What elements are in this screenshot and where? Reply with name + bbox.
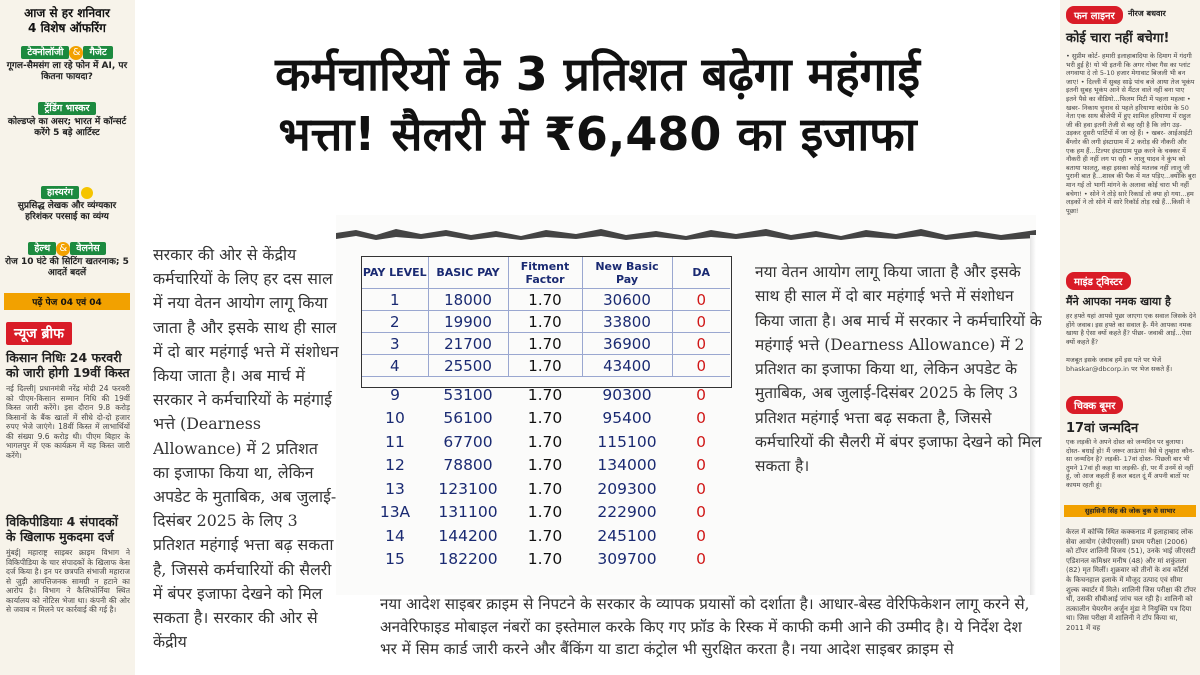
mind-twister-cta: मजबूत इसके जवाब हमें इस पते पर भेजें bhaskar@dbcorp.in पर भेज सकते हैं।	[1066, 356, 1173, 373]
header-pay-level: PAY LEVEL	[362, 257, 428, 289]
cell-pay-level: 11	[385, 432, 405, 451]
table-row	[362, 377, 730, 407]
news-headline-1: किसान निधिः 24 फरवरी को जारी होगी 19वीं किस्त	[6, 350, 130, 380]
pay-table	[362, 257, 730, 571]
cell-fitment-factor: 1.70	[527, 432, 563, 451]
cell-pay-level: 15	[385, 550, 405, 569]
table-row	[362, 333, 730, 355]
cell-da: 0	[696, 456, 706, 475]
cell-pay-level: 3	[362, 333, 428, 355]
table-row	[362, 289, 730, 311]
cell-basic-pay: 144200	[438, 526, 498, 545]
cell-pay-level: 9	[390, 385, 400, 404]
right-newspaper-strip	[1060, 0, 1200, 675]
cell-da: 0	[696, 550, 706, 569]
cell-fitment-factor: 1.70	[508, 311, 582, 333]
article-column-right: नया वेतन आयोग लागू किया जाता है और इसके साथ ही साल में दो बार महंगाई भत्ते में संशोधन किया जाता है। अब मार्च में सरकार ने कर्मचारियों के महंगाई भत्ते (Dearness Allowance) में 2 प्रतिशत का इजाफा किया था, लेकिन अपडेट के मुताबिक, अब जुलाई-दिसंबर 2025 के लिए 3 प्रतिशत महंगाई भत्ता बढ़ सकता है, जिससे कर्मचारियों की सैलरी में बंपर इजाफा देखने को मिल सकता है।	[755, 263, 1042, 476]
cell-fitment-factor: 1.70	[527, 456, 563, 475]
table-row	[362, 311, 730, 333]
news-brief-label: न्यूज ब्रीफ	[6, 322, 72, 345]
table-header-row	[362, 257, 730, 289]
cell-fitment-factor: 1.70	[527, 409, 563, 428]
headline-line-2: भत्ता! सैलरी में ₹6,480 का इजाफा	[278, 107, 917, 161]
table-row	[362, 501, 730, 525]
header-fitment-factor: Fitment Factor	[508, 257, 582, 289]
wellness-tag: वेलनेस	[70, 242, 105, 255]
cell-da: 0	[672, 333, 730, 355]
cell-new-basic-pay: 222900	[597, 503, 657, 522]
cell-da: 0	[696, 385, 706, 404]
article-column-bottom: नया आदेश साइबर क्राइम से निपटने के सरकार के व्यापक प्रयासों को दर्शाता है। आधार-बेस्ड वेरिफिकेशन लागू करने से, अनवेरिफाइड मोबाइल नंबरों का इस्तेमाल करके किए गए फ्रॉड के रिस्क में काफी कमी आने की उम्मीद है। ये निर्देश देश भर में सिम कार्ड जारी करने और बैंकिंग या डाटा कंट्रोल भी सुरक्षित करता है। नया आदेश साइबर क्राइम से	[380, 595, 1030, 658]
table-row	[362, 524, 730, 548]
headline	[135, 44, 1060, 164]
cell-new-basic-pay: 95400	[602, 409, 652, 428]
cell-new-basic-pay: 90300	[602, 385, 652, 404]
cell-pay-level: 13	[385, 479, 405, 498]
humor-tag: हास्यरंग	[41, 186, 79, 199]
table-row	[362, 407, 730, 431]
cell-fitment-factor: 1.70	[527, 550, 563, 569]
smiley-icon	[81, 187, 93, 199]
cell-basic-pay: 131100	[438, 503, 498, 522]
news-headline-2: विकिपीडियाः 4 संपादकों के खिलाफ मुकदमा दर्ज	[6, 514, 118, 544]
article-column-left: सरकार की ओर से केंद्रीय कर्मचारियों के लिए हर दस साल में नया वेतन आयोग लागू किया जाता है और इसके साथ ही साल में दो बार महंगाई भत्ते में संशोधन किया जाता है। अब मार्च में सरकार ने कर्मचारियों के महंगाई भत्ते (Dearness Allowance) में 2 प्रतिशत का इजाफा किया था, लेकिन अपडेट के मुताबिक, अब जुलाई-दिसंबर 2025 के लिए 3 प्रतिशत महंगाई भत्ता बढ़ सकता है, जिससे कर्मचारियों की सैलरी में बंपर इजाफा देखने को मिल सकता है। सरकार की ओर से केंद्रीय	[153, 245, 339, 652]
cell-basic-pay: 21700	[428, 333, 508, 355]
cell-da: 0	[672, 355, 730, 377]
trending-tag: ट्रेंडिंग भास्कर	[38, 102, 95, 115]
tech-text: गूगल-सैमसंग ला रहे फोन में AI, पर कितना फायदा?	[6, 61, 128, 82]
ampersand-icon: &	[69, 46, 83, 60]
cell-basic-pay: 67700	[443, 432, 493, 451]
headline-line-1: कर्मचारियों के 3 प्रतिशत बढ़ेगा महंगाई	[275, 47, 920, 101]
cell-da: 0	[672, 311, 730, 333]
fun-line-tag: फन लाइनर	[1066, 6, 1123, 24]
header-new-basic-pay: New Basic Pay	[582, 257, 672, 289]
promo-box	[4, 6, 130, 36]
cell-fitment-factor: 1.70	[527, 479, 563, 498]
chick-credit: सुहासिनी सिंह की जोक बुक से साभार	[1064, 505, 1196, 517]
cell-da: 0	[696, 432, 706, 451]
cell-basic-pay: 56100	[443, 409, 493, 428]
promo-section-trending	[4, 100, 130, 139]
cell-new-basic-pay: 245100	[597, 526, 657, 545]
humor-text: सुप्रसिद्ध लेखक और व्यंग्यकार हरिशंकर परसाई का व्यंग्य	[17, 201, 117, 222]
chick-boomer-title: 17वां जन्मदिन	[1066, 421, 1139, 436]
cell-basic-pay: 25500	[428, 355, 508, 377]
cell-fitment-factor: 1.70	[527, 503, 563, 522]
read-more-banner: पढ़ें पेज 04 एवं 04	[4, 293, 130, 310]
pay-matrix-table	[362, 257, 730, 571]
table-row	[362, 548, 730, 572]
mind-twister-text: हर हफ्ते यहां आपसे पूछा जाएगा एक सवाल जिसके देने होंगे जवाब। इस हफ्ते का सवाल है- मैंने आपका नमक खाया है ऐसा क्यों कहते हैं? पीछा- जवाबी आई...ऐसा क्यों कहते हैं?	[1066, 312, 1196, 346]
cell-fitment-factor: 1.70	[508, 333, 582, 355]
cell-da: 0	[696, 526, 706, 545]
cell-pay-level: 4	[362, 355, 428, 377]
ampersand-icon: &	[56, 242, 70, 256]
health-text: रोज 10 घंटे की सिटिंग खतरनाक; 5 आदतें बदलें	[5, 257, 129, 278]
cell-pay-level: 2	[362, 311, 428, 333]
cell-pay-level: 12	[385, 456, 405, 475]
gadget-tag: गैजेट	[83, 46, 112, 59]
cell-fitment-factor: 1.70	[508, 289, 582, 311]
cell-pay-level: 1	[362, 289, 428, 311]
cell-basic-pay: 53100	[443, 385, 493, 404]
cell-new-basic-pay: 43400	[582, 355, 672, 377]
fun-line-title: कोई चारा नहीं बचेगा!	[1066, 31, 1170, 46]
chick-boomer-text: एक लड़की ने अपने दोस्त को जन्मदिन पर बुलाया। दोस्त- बधाई हो! मैं जरूर आऊंगा! वैसे ये तुम्हारा कौन-सा जन्मदिन है? लड़की- 17वां दोस्त- पिछली बार भी तुमने 17वां ही कहा था लड़की- ही, पर मैं उनमें से नहीं हूं, जो आज कहती हैं कल बदल दूं मैं अपनी बातों पर कायम रहती हूं।	[1066, 438, 1195, 489]
header-da: DA	[672, 257, 730, 289]
cell-pay-level: 14	[385, 526, 405, 545]
promo-section-tech	[4, 44, 130, 83]
table-row	[362, 430, 730, 454]
cell-basic-pay: 78800	[443, 456, 493, 475]
cell-new-basic-pay: 33800	[582, 311, 672, 333]
promo-title: आज से हर शनिवार	[24, 6, 110, 20]
cell-basic-pay: 19900	[428, 311, 508, 333]
trending-text: कोल्डप्ले का असर; भारत में कॉन्सर्ट करेंगे 5 बड़े आर्टिस्ट	[7, 117, 127, 138]
tech-tag: टेक्नोलॉजी	[21, 46, 69, 59]
cell-new-basic-pay: 134000	[597, 456, 657, 475]
cell-new-basic-pay: 36900	[582, 333, 672, 355]
cell-da: 0	[696, 409, 706, 428]
cell-new-basic-pay: 115100	[597, 432, 657, 451]
torn-edge	[336, 225, 1036, 241]
cell-fitment-factor: 1.70	[527, 526, 563, 545]
fun-line-author: नीरज बधवार	[1128, 9, 1166, 18]
promo-section-health	[4, 240, 130, 279]
news-body-2: मुंबई| महाराष्ट्र साइबर क्राइम विभाग ने विकिपीडिया के चार संपादकों के खिलाफ केस दर्ज किया है। इन पर छत्रपति संभाजी महाराज से जुड़ी आपत्तिजनक सामग्री न हटाने का आरोप है। विभाग ने कैलिफोर्निया स्थित कार्यालय को नोटिस भेजा था। कंपनी की ओर से जवाब न मिलने पर कार्रवाई की गई है।	[6, 548, 130, 614]
fun-line-text: • सुप्रीम कोर्ट- हमारी इलाहाबादिया के दिमाग में गंदगी भरी हुई है! यो भी इतनी कि अगर गोबर गैस का प्लांट लगवाया दे तो 5-10 हजार मेगावाट बिजली भी बन जाए! • दिल्ली में सुबह साढ़े पांच बजे आया तेज भूकंप इतनी सुबह भूकंप आने से मैंटल वाले नहीं बना पाए इतने पैसे का वीडियो...फिलम मिटी में पहला महत्वा • खबर- निकाय चुनाव से पहले हरियाणा कांग्रेस के 50 नेता एक साथ बीजेपी में हुए शामिल हरियाणा में राहुल जी की हवा इतनी तेजी से बह रही है कि लोग उड़-उड़कर दूसरी पार्टियों में जा रहे हैं। • खबर- आईआईटी बैंग्लोर की लगी इंस्टाग्राम में 2 करोड़ की नौकरी और एक हम हैं...टिल्पर इंस्टाग्राम पूछ करने के चक्कर में नौकरी ही नहीं लग पा रही • लालू यादव ने कुंभ को बताया फालतू, कहा इसका कोई मतलब नहीं लालू जी पुरानी बात है...शास्त्र की पैक में मत पड़िए...क्योंकि बुरा मान गई तो भागीं मांगने के अलावा कोई चारा भी नहीं बचेगा! • सोने ने तोड़े सारे रिकार्ड तो क्या हो गया...हम लड़कों ने तो सोने में सारे रिकॉर्ड तोड़ रखे हैं...किसी ने पूछा!	[1066, 52, 1196, 215]
cell-basic-pay: 123100	[438, 479, 498, 498]
chick-boomer-tag: चिक्क बूमर	[1066, 396, 1123, 414]
cell-pay-level: 10	[385, 409, 405, 428]
promo-section-humor	[4, 184, 130, 223]
table-row	[362, 477, 730, 501]
cell-new-basic-pay: 30600	[582, 289, 672, 311]
mind-twister-title: मैंने आपका नमक खाया है	[1066, 295, 1171, 308]
news-body-1: नई दिल्ली| प्रधानमंत्री नरेंद्र मोदी 24 फरवरी को पीएम-किसान सम्मान निधि की 19वीं किस्त जारी करेंगे। इस दौरान 9.8 करोड़ किसानों के बैंक खातों में सीधे दो-दो हजार रुपए भेजे जाएंगे। 18वीं किस्त में लाभार्थियों की संख्या 9.6 करोड़ थी। पीएम बिहार के भागलपुर में एक कार्यक्रम में यह किस्त जारी करेंगे।	[6, 384, 130, 460]
cell-new-basic-pay: 309700	[597, 550, 657, 569]
cell-basic-pay: 182200	[438, 550, 498, 569]
side-news-text: केरल में कोच्चि स्थित कक्कनाड में इलाहाबाद लोक सेवा आयोग (जेपीएससी) प्रथम परीक्षा (2006) को टॉपर शालिनी विजय (51), उनके भाई जीएसटी एडिशनल कमिश्नर मनीष (48) और मां शकुंतला (82) मृत मिलीं। शुक्रवार को तीनों के शव कॉर्टर्स के किचनहाल इलाके में मौजूद उत्पाद एवं सीमा शुल्क क्वार्टर में मिले। शालिनी जिस परीक्षा की टॉपर थीं, उसकी सीबीआई जांच चल रही है। शालिनी को तत्कालीन चेयरमैन अर्जुन मुंडा ने नियुक्ति पत्र दिया था। जिस परीक्षा में शालिनी ने टॉप किया था, 2011 में वह	[1066, 528, 1196, 632]
promo-subtitle: 4 विशेष ऑफरिंग	[28, 21, 106, 35]
cell-new-basic-pay: 209300	[597, 479, 657, 498]
cell-fitment-factor: 1.70	[527, 385, 563, 404]
cell-da: 0	[696, 503, 706, 522]
health-tag: हेल्थ	[28, 242, 56, 255]
mind-twister-tag: माइंड ट्विस्टर	[1066, 272, 1131, 290]
cell-fitment-factor: 1.70	[508, 355, 582, 377]
table-row	[362, 454, 730, 478]
header-basic-pay: BASIC PAY	[428, 257, 508, 289]
cell-da: 0	[696, 479, 706, 498]
cell-pay-level: 13A	[379, 503, 411, 522]
cell-da: 0	[672, 289, 730, 311]
left-newspaper-strip	[0, 0, 135, 675]
table-row	[362, 355, 730, 377]
cell-basic-pay: 18000	[428, 289, 508, 311]
